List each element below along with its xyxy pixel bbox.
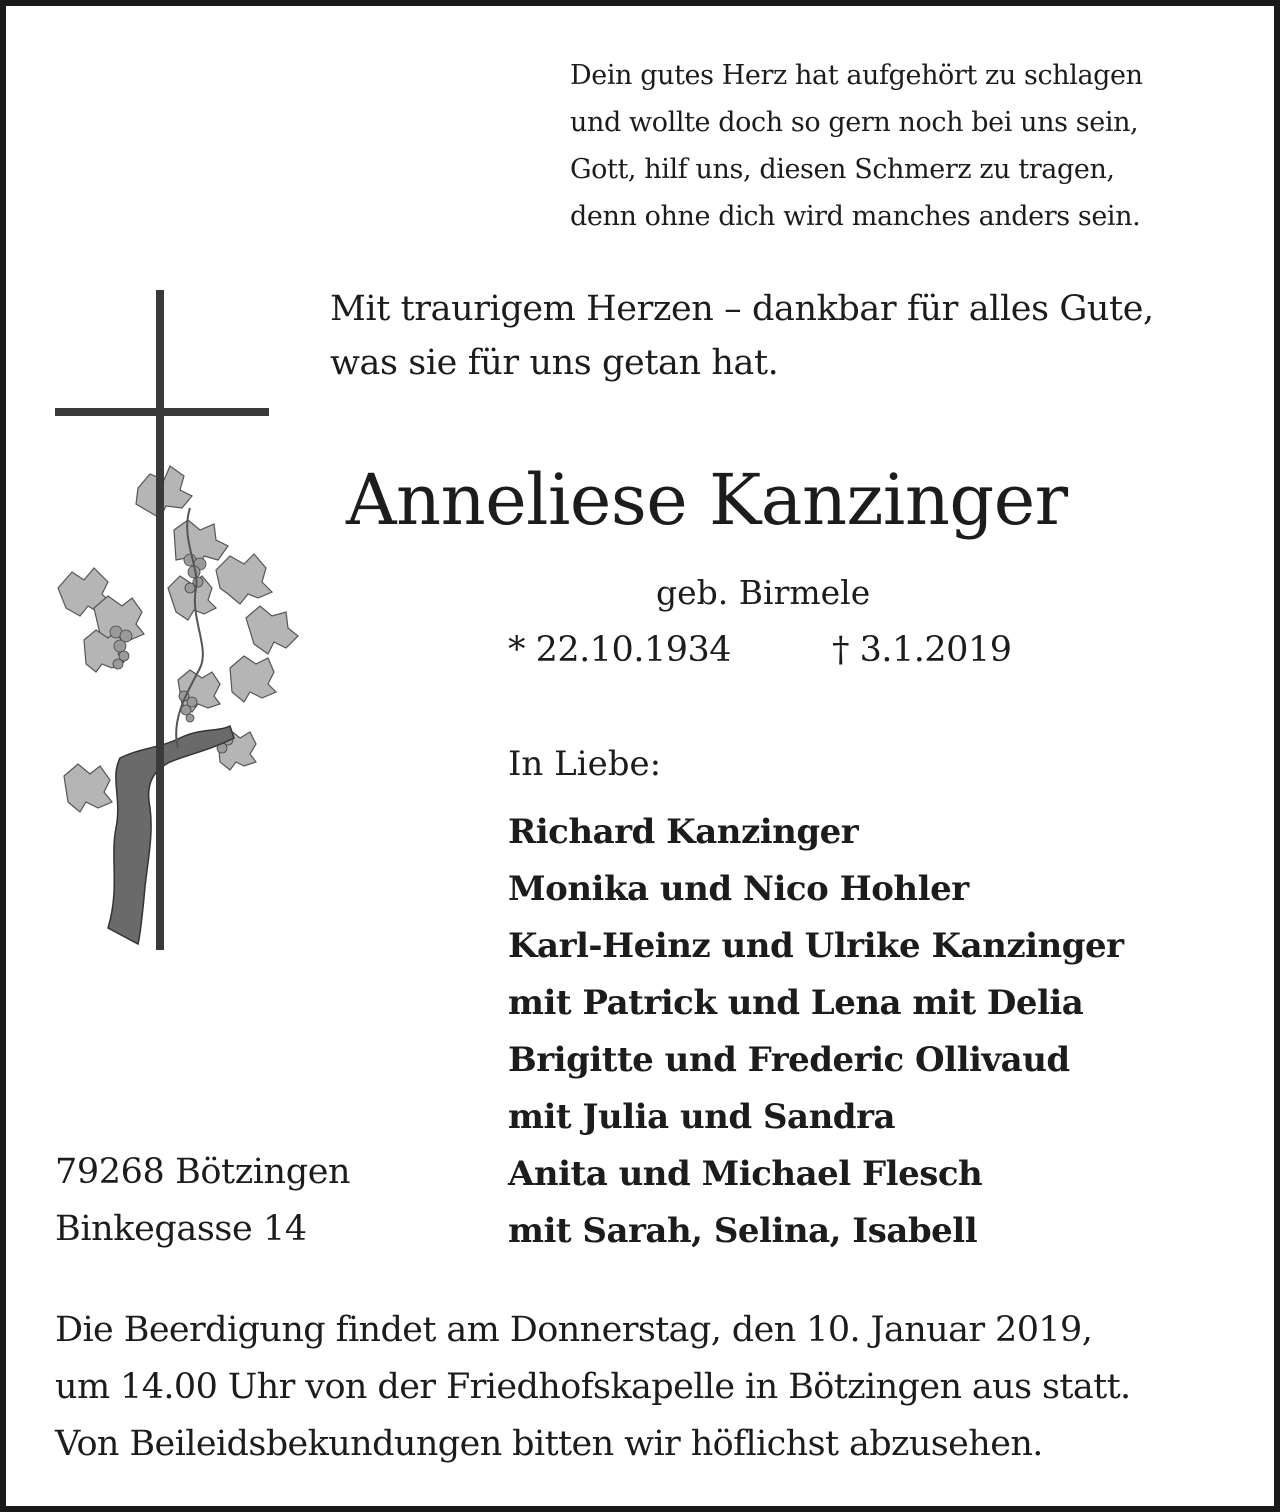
poem-line: und wollte doch so gern noch bei uns sein, bbox=[570, 107, 1139, 138]
funeral-notice-line: um 14.00 Uhr von der Friedhofskapelle in Bötzingen aus statt. bbox=[55, 1367, 1131, 1407]
cross-with-grapevine-icon bbox=[50, 288, 312, 956]
mourner-line: Anita und Michael Flesch bbox=[508, 1154, 983, 1194]
mourner-line: Brigitte und Frederic Ollivaud bbox=[508, 1040, 1070, 1080]
mourner-line: mit Sarah, Selina, Isabell bbox=[508, 1211, 978, 1251]
mourner-line: Richard Kanzinger bbox=[508, 812, 859, 852]
death-date: † 3.1.2019 bbox=[832, 630, 1012, 670]
grapevine-leaves bbox=[58, 466, 298, 812]
mourner-line: mit Patrick und Lena mit Delia bbox=[508, 983, 1084, 1023]
poem bbox=[570, 52, 1143, 240]
intro-line: Mit traurigem Herzen – dankbar für alles Gute, bbox=[330, 289, 1154, 329]
address-line: 79268 Bötzingen bbox=[55, 1152, 351, 1192]
mourners-heading: In Liebe: bbox=[508, 744, 662, 784]
poem-line: Gott, hilf uns, diesen Schmerz zu tragen, bbox=[570, 154, 1115, 185]
funeral-notice-line: Die Beerdigung findet am Donnerstag, den 10. Januar 2019, bbox=[55, 1310, 1093, 1350]
maiden-name: geb. Birmele bbox=[656, 573, 871, 612]
mourners-list bbox=[508, 804, 1124, 1260]
intro-line: was sie für uns getan hat. bbox=[330, 343, 779, 383]
funeral-notice bbox=[55, 1302, 1131, 1473]
vine-trunk bbox=[108, 726, 234, 944]
mourner-line: Karl-Heinz und Ulrike Kanzinger bbox=[508, 926, 1124, 966]
poem-line: denn ohne dich wird manches anders sein. bbox=[570, 201, 1141, 232]
address-line: Binkegasse 14 bbox=[55, 1209, 307, 1249]
cross-shape bbox=[55, 290, 269, 950]
birth-date: * 22.10.1934 bbox=[508, 630, 732, 670]
poem-line: Dein gutes Herz hat aufgehört zu schlagen bbox=[570, 60, 1143, 91]
mourner-line: mit Julia und Sandra bbox=[508, 1097, 896, 1137]
intro-text bbox=[330, 282, 1154, 390]
address bbox=[55, 1144, 350, 1258]
deceased-name: Anneliese Kanzinger bbox=[346, 459, 1068, 541]
mourner-line: Monika und Nico Hohler bbox=[508, 869, 969, 909]
funeral-notice-line: Von Beileidsbekundungen bitten wir höflichst abzusehen. bbox=[55, 1424, 1043, 1464]
